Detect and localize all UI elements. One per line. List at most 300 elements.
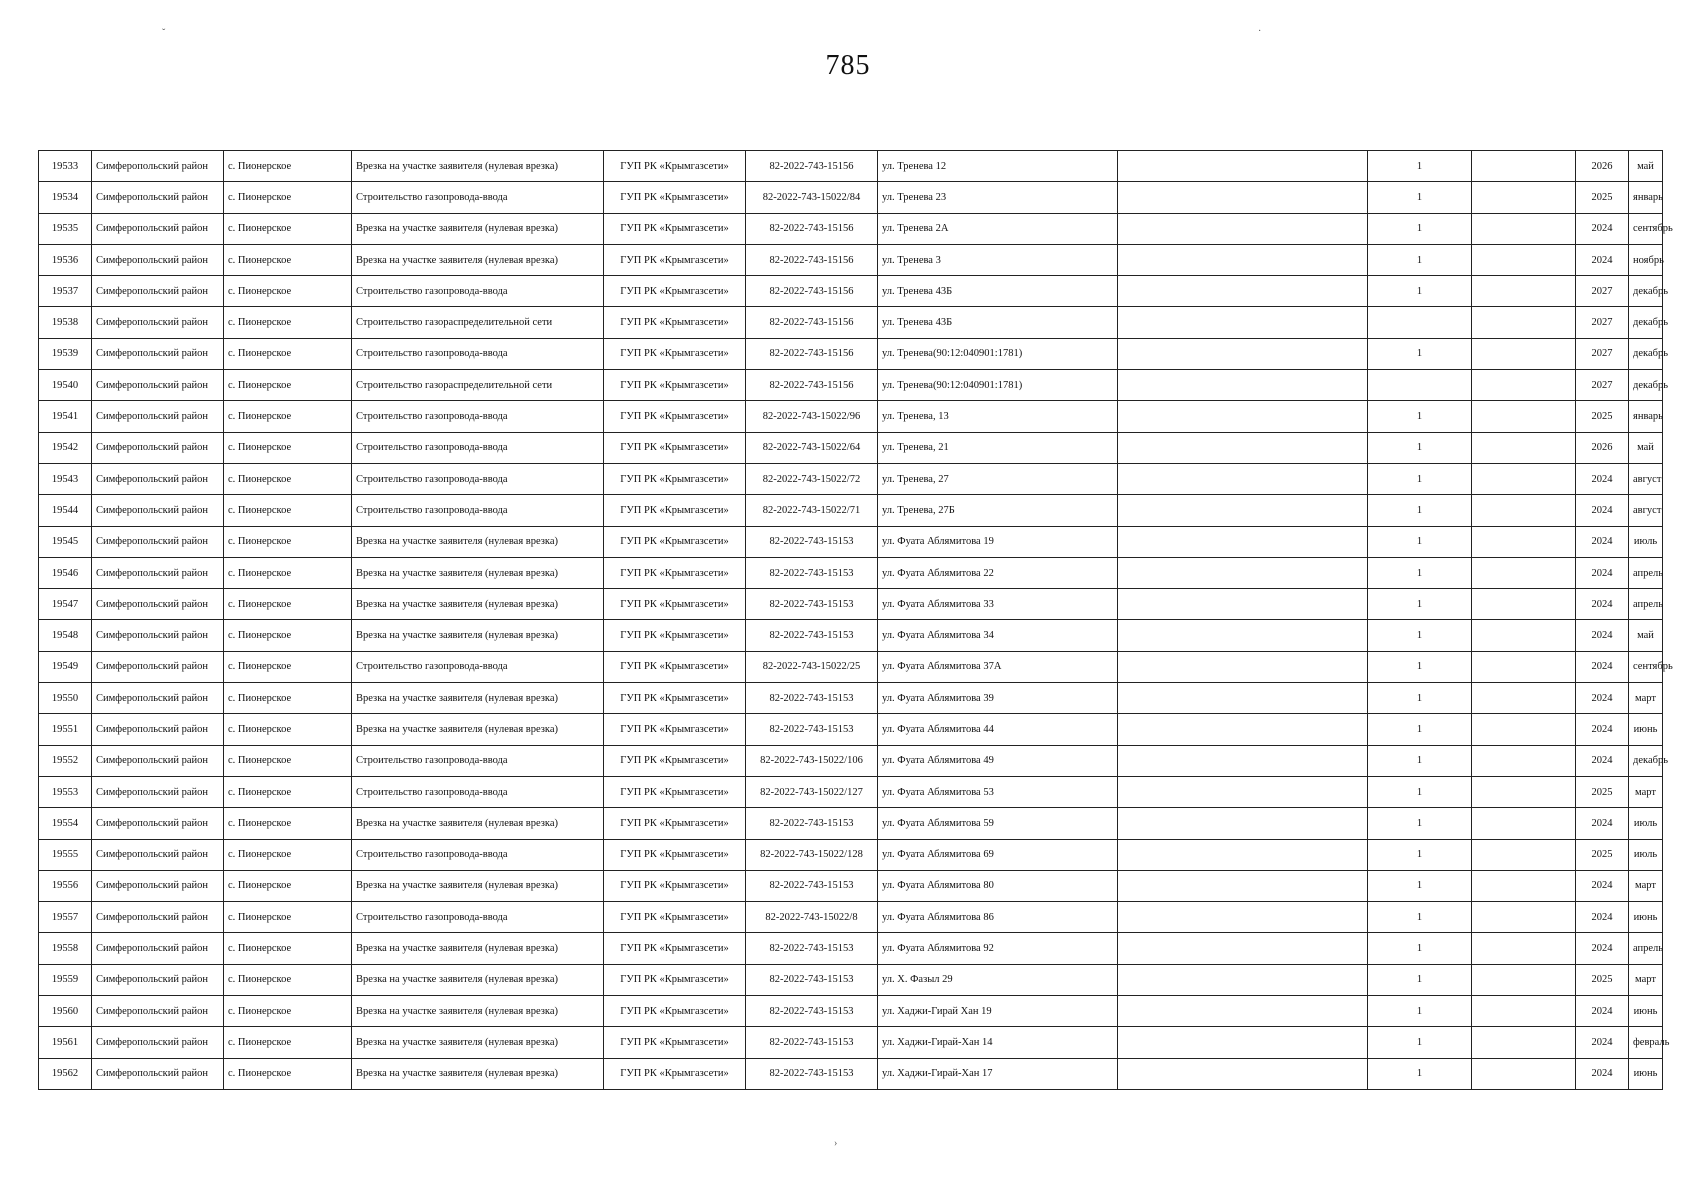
month-cell: декабрь [1629,745,1663,776]
technical-conditions-cell: 82-2022-743-15022/128 [746,839,878,870]
address-cell: ул. Фуата Аблямитова 33 [878,589,1118,620]
district-cell: Симферопольский район [92,463,224,494]
village-cell: с. Пионерское [224,1027,352,1058]
organization-cell: ГУП РК «Крымгазсети» [604,370,746,401]
month-cell: май [1629,151,1663,182]
work-type-cell: Врезка на участке заявителя (нулевая врезка) [352,1058,604,1089]
address-cell: ул. Тренева, 27 [878,463,1118,494]
year-cell: 2025 [1576,776,1629,807]
empty-cell [1118,432,1368,463]
empty-cell [1118,307,1368,338]
work-type-cell: Строительство газопровода-ввода [352,495,604,526]
organization-cell: ГУП РК «Крымгазсети» [604,964,746,995]
empty-cell [1472,213,1576,244]
address-cell: ул. Тренева 2А [878,213,1118,244]
row-number: 19545 [39,526,92,557]
technical-conditions-cell: 82-2022-743-15153 [746,964,878,995]
organization-cell: ГУП РК «Крымгазсети» [604,839,746,870]
work-type-cell: Строительство газораспределительной сети [352,307,604,338]
district-cell: Симферопольский район [92,714,224,745]
technical-conditions-cell: 82-2022-743-15153 [746,526,878,557]
year-cell: 2027 [1576,276,1629,307]
month-cell: март [1629,683,1663,714]
empty-cell [1118,151,1368,182]
table-row [39,370,1663,401]
organization-cell: ГУП РК «Крымгазсети» [604,996,746,1027]
village-cell: с. Пионерское [224,964,352,995]
row-number: 19543 [39,463,92,494]
district-cell: Симферопольский район [92,776,224,807]
empty-cell [1118,839,1368,870]
empty-cell [1472,276,1576,307]
count-cell: 1 [1368,463,1472,494]
empty-cell [1472,933,1576,964]
empty-cell [1472,244,1576,275]
month-cell: сентябрь [1629,651,1663,682]
organization-cell: ГУП РК «Крымгазсети» [604,1027,746,1058]
empty-cell [1118,620,1368,651]
technical-conditions-cell: 82-2022-743-15156 [746,213,878,244]
count-cell: 1 [1368,964,1472,995]
empty-cell [1472,839,1576,870]
village-cell: с. Пионерское [224,1058,352,1089]
month-cell: апрель [1629,933,1663,964]
village-cell: с. Пионерское [224,776,352,807]
address-cell: ул. Тренева 43Б [878,307,1118,338]
village-cell: с. Пионерское [224,213,352,244]
technical-conditions-cell: 82-2022-743-15153 [746,557,878,588]
organization-cell: ГУП РК «Крымгазсети» [604,933,746,964]
village-cell: с. Пионерское [224,620,352,651]
technical-conditions-cell: 82-2022-743-15156 [746,370,878,401]
work-type-cell: Врезка на участке заявителя (нулевая врезка) [352,244,604,275]
table-row [39,244,1663,275]
table-row [39,870,1663,901]
empty-cell [1472,463,1576,494]
row-number: 19551 [39,714,92,745]
year-cell: 2025 [1576,182,1629,213]
technical-conditions-cell: 82-2022-743-15022/8 [746,902,878,933]
row-number: 19558 [39,933,92,964]
district-cell: Симферопольский район [92,870,224,901]
empty-cell [1472,776,1576,807]
organization-cell: ГУП РК «Крымгазсети» [604,651,746,682]
work-type-cell: Врезка на участке заявителя (нулевая врезка) [352,714,604,745]
technical-conditions-cell: 82-2022-743-15156 [746,307,878,338]
technical-conditions-cell: 82-2022-743-15153 [746,933,878,964]
year-cell: 2027 [1576,370,1629,401]
row-number: 19542 [39,432,92,463]
district-cell: Симферопольский район [92,683,224,714]
organization-cell: ГУП РК «Крымгазсети» [604,401,746,432]
address-cell: ул. Фуата Аблямитова 19 [878,526,1118,557]
district-cell: Симферопольский район [92,370,224,401]
row-number: 19552 [39,745,92,776]
count-cell: 1 [1368,683,1472,714]
village-cell: с. Пионерское [224,683,352,714]
work-type-cell: Строительство газопровода-ввода [352,432,604,463]
year-cell: 2024 [1576,1027,1629,1058]
address-cell: ул. Тренева, 27Б [878,495,1118,526]
village-cell: с. Пионерское [224,432,352,463]
district-cell: Симферопольский район [92,933,224,964]
empty-cell [1472,432,1576,463]
district-cell: Симферопольский район [92,745,224,776]
village-cell: с. Пионерское [224,370,352,401]
table-row [39,933,1663,964]
row-number: 19537 [39,276,92,307]
empty-cell [1472,902,1576,933]
organization-cell: ГУП РК «Крымгазсети» [604,1058,746,1089]
village-cell: с. Пионерское [224,182,352,213]
year-cell: 2024 [1576,1058,1629,1089]
empty-cell [1118,714,1368,745]
empty-cell [1118,495,1368,526]
scan-speck: · [1258,26,1262,37]
organization-cell: ГУП РК «Крымгазсети» [604,870,746,901]
district-cell: Симферопольский район [92,495,224,526]
work-type-cell: Врезка на участке заявителя (нулевая врезка) [352,1027,604,1058]
row-number: 19560 [39,996,92,1027]
empty-cell [1118,589,1368,620]
empty-cell [1118,338,1368,369]
district-cell: Симферопольский район [92,1058,224,1089]
row-number: 19557 [39,902,92,933]
month-cell: март [1629,776,1663,807]
table-row [39,557,1663,588]
district-cell: Симферопольский район [92,589,224,620]
empty-cell [1118,526,1368,557]
empty-cell [1118,370,1368,401]
scan-speck: › [834,1138,838,1149]
month-cell: декабрь [1629,307,1663,338]
technical-conditions-cell: 82-2022-743-15022/96 [746,401,878,432]
row-number: 19535 [39,213,92,244]
month-cell: март [1629,964,1663,995]
month-cell: ноябрь [1629,244,1663,275]
table-row [39,964,1663,995]
month-cell: июнь [1629,1058,1663,1089]
count-cell: 1 [1368,902,1472,933]
row-number: 19549 [39,651,92,682]
count-cell: 1 [1368,839,1472,870]
address-cell: ул. Тренева, 13 [878,401,1118,432]
district-cell: Симферопольский район [92,401,224,432]
technical-conditions-cell: 82-2022-743-15022/72 [746,463,878,494]
month-cell: август [1629,463,1663,494]
count-cell [1368,370,1472,401]
empty-cell [1118,683,1368,714]
district-cell: Симферопольский район [92,557,224,588]
year-cell: 2024 [1576,902,1629,933]
table-row [39,338,1663,369]
technical-conditions-cell: 82-2022-743-15022/71 [746,495,878,526]
month-cell: май [1629,432,1663,463]
count-cell: 1 [1368,1027,1472,1058]
scan-speck: ˇ [162,28,166,39]
count-cell: 1 [1368,1058,1472,1089]
village-cell: с. Пионерское [224,651,352,682]
empty-cell [1118,996,1368,1027]
empty-cell [1118,870,1368,901]
empty-cell [1472,683,1576,714]
row-number: 19554 [39,808,92,839]
year-cell: 2024 [1576,495,1629,526]
empty-cell [1118,557,1368,588]
row-number: 19534 [39,182,92,213]
organization-cell: ГУП РК «Крымгазсети» [604,557,746,588]
count-cell: 1 [1368,870,1472,901]
district-cell: Симферопольский район [92,526,224,557]
count-cell: 1 [1368,714,1472,745]
table-row [39,745,1663,776]
technical-conditions-cell: 82-2022-743-15156 [746,338,878,369]
empty-cell [1472,870,1576,901]
empty-cell [1118,276,1368,307]
empty-cell [1472,714,1576,745]
table-row [39,213,1663,244]
year-cell: 2027 [1576,338,1629,369]
row-number: 19536 [39,244,92,275]
work-type-cell: Строительство газопровода-ввода [352,338,604,369]
month-cell: июль [1629,526,1663,557]
gas-connection-register-table [38,150,1673,1090]
table-body [39,151,1673,1090]
month-cell: апрель [1629,589,1663,620]
month-cell: август [1629,495,1663,526]
work-type-cell: Строительство газопровода-ввода [352,401,604,432]
table-row [39,1058,1663,1089]
empty-cell [1472,401,1576,432]
organization-cell: ГУП РК «Крымгазсети» [604,902,746,933]
table-row [39,589,1663,620]
organization-cell: ГУП РК «Крымгазсети» [604,683,746,714]
village-cell: с. Пионерское [224,495,352,526]
village-cell: с. Пионерское [224,870,352,901]
village-cell: с. Пионерское [224,463,352,494]
district-cell: Симферопольский район [92,182,224,213]
count-cell [1368,307,1472,338]
village-cell: с. Пионерское [224,808,352,839]
technical-conditions-cell: 82-2022-743-15153 [746,714,878,745]
technical-conditions-cell: 82-2022-743-15153 [746,683,878,714]
district-cell: Симферопольский район [92,964,224,995]
count-cell: 1 [1368,526,1472,557]
empty-cell [1118,745,1368,776]
year-cell: 2026 [1576,432,1629,463]
count-cell: 1 [1368,151,1472,182]
row-number: 19559 [39,964,92,995]
row-number: 19539 [39,338,92,369]
address-cell: ул. Тренева 12 [878,151,1118,182]
row-number: 19546 [39,557,92,588]
work-type-cell: Врезка на участке заявителя (нулевая врезка) [352,213,604,244]
table-row [39,432,1663,463]
district-cell: Симферопольский район [92,276,224,307]
empty-cell [1118,213,1368,244]
address-cell: ул. Тренева 23 [878,182,1118,213]
organization-cell: ГУП РК «Крымгазсети» [604,432,746,463]
village-cell: с. Пионерское [224,307,352,338]
district-cell: Симферопольский район [92,839,224,870]
month-cell: январь [1629,401,1663,432]
year-cell: 2024 [1576,651,1629,682]
year-cell: 2024 [1576,714,1629,745]
address-cell: ул. Фуата Аблямитова 49 [878,745,1118,776]
empty-cell [1118,651,1368,682]
technical-conditions-cell: 82-2022-743-15153 [746,996,878,1027]
count-cell: 1 [1368,933,1472,964]
work-type-cell: Строительство газопровода-ввода [352,463,604,494]
year-cell: 2024 [1576,683,1629,714]
row-number: 19550 [39,683,92,714]
address-cell: ул. Хаджи-Гирай-Хан 14 [878,1027,1118,1058]
village-cell: с. Пионерское [224,338,352,369]
empty-cell [1472,370,1576,401]
work-type-cell: Врезка на участке заявителя (нулевая врезка) [352,808,604,839]
work-type-cell: Врезка на участке заявителя (нулевая врезка) [352,933,604,964]
month-cell: декабрь [1629,338,1663,369]
empty-cell [1118,244,1368,275]
year-cell: 2024 [1576,996,1629,1027]
year-cell: 2024 [1576,933,1629,964]
empty-cell [1118,1027,1368,1058]
organization-cell: ГУП РК «Крымгазсети» [604,745,746,776]
row-number: 19556 [39,870,92,901]
table-row [39,1027,1663,1058]
year-cell: 2027 [1576,307,1629,338]
year-cell: 2025 [1576,839,1629,870]
organization-cell: ГУП РК «Крымгазсети» [604,776,746,807]
empty-cell [1118,902,1368,933]
row-number: 19547 [39,589,92,620]
year-cell: 2024 [1576,620,1629,651]
district-cell: Симферопольский район [92,1027,224,1058]
table-row [39,307,1663,338]
row-number: 19553 [39,776,92,807]
village-cell: с. Пионерское [224,244,352,275]
table-row [39,651,1663,682]
empty-cell [1118,808,1368,839]
count-cell: 1 [1368,745,1472,776]
count-cell: 1 [1368,338,1472,369]
village-cell: с. Пионерское [224,557,352,588]
technical-conditions-cell: 82-2022-743-15153 [746,1058,878,1089]
work-type-cell: Врезка на участке заявителя (нулевая врезка) [352,526,604,557]
technical-conditions-cell: 82-2022-743-15153 [746,620,878,651]
organization-cell: ГУП РК «Крымгазсети» [604,808,746,839]
technical-conditions-cell: 82-2022-743-15022/25 [746,651,878,682]
count-cell: 1 [1368,776,1472,807]
year-cell: 2024 [1576,808,1629,839]
organization-cell: ГУП РК «Крымгазсети» [604,526,746,557]
count-cell: 1 [1368,213,1472,244]
empty-cell [1118,933,1368,964]
year-cell: 2026 [1576,151,1629,182]
month-cell: февраль [1629,1027,1663,1058]
month-cell: декабрь [1629,276,1663,307]
technical-conditions-cell: 82-2022-743-15022/84 [746,182,878,213]
technical-conditions-cell: 82-2022-743-15022/64 [746,432,878,463]
district-cell: Симферопольский район [92,151,224,182]
row-number: 19561 [39,1027,92,1058]
count-cell: 1 [1368,432,1472,463]
work-type-cell: Врезка на участке заявителя (нулевая врезка) [352,589,604,620]
technical-conditions-cell: 82-2022-743-15022/127 [746,776,878,807]
count-cell: 1 [1368,620,1472,651]
organization-cell: ГУП РК «Крымгазсети» [604,244,746,275]
count-cell: 1 [1368,495,1472,526]
row-number: 19541 [39,401,92,432]
address-cell: ул. Х. Фазыл 29 [878,964,1118,995]
table-row [39,526,1663,557]
organization-cell: ГУП РК «Крымгазсети» [604,338,746,369]
table-row [39,276,1663,307]
address-cell: ул. Тренева 3 [878,244,1118,275]
village-cell: с. Пионерское [224,839,352,870]
count-cell: 1 [1368,401,1472,432]
table-row [39,839,1663,870]
address-cell: ул. Хаджи-Гирай-Хан 17 [878,1058,1118,1089]
empty-cell [1472,964,1576,995]
district-cell: Симферопольский район [92,651,224,682]
row-number: 19538 [39,307,92,338]
empty-cell [1472,745,1576,776]
year-cell: 2024 [1576,557,1629,588]
work-type-cell: Врезка на участке заявителя (нулевая врезка) [352,151,604,182]
count-cell: 1 [1368,589,1472,620]
address-cell: ул. Хаджи-Гирай Хан 19 [878,996,1118,1027]
technical-conditions-cell: 82-2022-743-15153 [746,1027,878,1058]
year-cell: 2024 [1576,870,1629,901]
work-type-cell: Врезка на участке заявителя (нулевая врезка) [352,557,604,588]
empty-cell [1118,401,1368,432]
year-cell: 2024 [1576,213,1629,244]
organization-cell: ГУП РК «Крымгазсети» [604,307,746,338]
address-cell: ул. Тренева(90:12:040901:1781) [878,338,1118,369]
village-cell: с. Пионерское [224,151,352,182]
count-cell: 1 [1368,808,1472,839]
count-cell: 1 [1368,996,1472,1027]
empty-cell [1118,1058,1368,1089]
organization-cell: ГУП РК «Крымгазсети» [604,213,746,244]
organization-cell: ГУП РК «Крымгазсети» [604,463,746,494]
address-cell: ул. Тренева, 21 [878,432,1118,463]
village-cell: с. Пионерское [224,589,352,620]
work-type-cell: Строительство газопровода-ввода [352,839,604,870]
district-cell: Симферопольский район [92,244,224,275]
table-row [39,902,1663,933]
village-cell: с. Пионерское [224,276,352,307]
address-cell: ул. Фуата Аблямитова 22 [878,557,1118,588]
address-cell: ул. Тренева 43Б [878,276,1118,307]
month-cell: сентябрь [1629,213,1663,244]
district-cell: Симферопольский район [92,620,224,651]
address-cell: ул. Тренева(90:12:040901:1781) [878,370,1118,401]
work-type-cell: Строительство газопровода-ввода [352,902,604,933]
empty-cell [1472,996,1576,1027]
village-cell: с. Пионерское [224,933,352,964]
district-cell: Симферопольский район [92,307,224,338]
address-cell: ул. Фуата Аблямитова 59 [878,808,1118,839]
month-cell: декабрь [1629,370,1663,401]
month-cell: май [1629,620,1663,651]
work-type-cell: Строительство газопровода-ввода [352,276,604,307]
empty-cell [1472,1058,1576,1089]
empty-cell [1118,964,1368,995]
district-cell: Симферопольский район [92,902,224,933]
count-cell: 1 [1368,651,1472,682]
